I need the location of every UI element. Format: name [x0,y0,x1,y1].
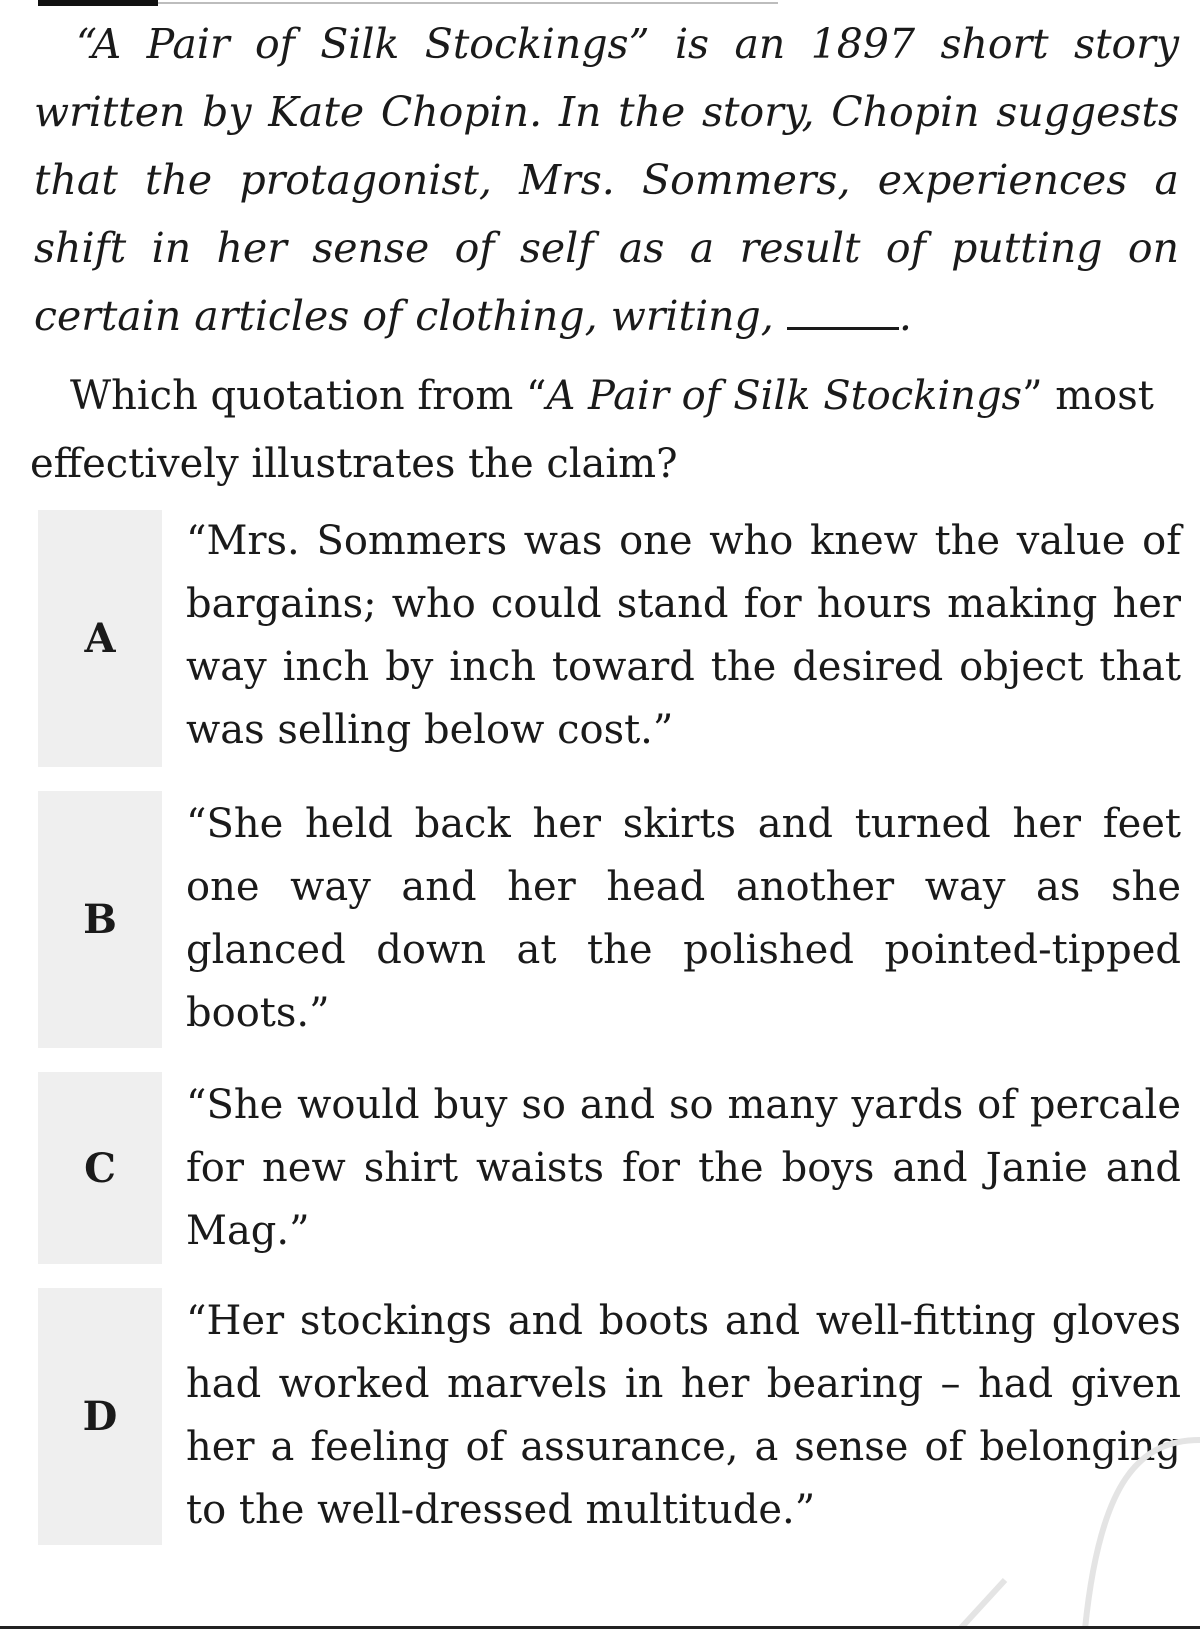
choice-letter-box[interactable] [38,1072,162,1264]
answer-choice-c[interactable] [38,1072,1188,1264]
choice-letter-box[interactable] [38,1288,162,1545]
choice-letter-box[interactable] [38,510,162,767]
stimulus-line-1: “A Pair of Silk Stockings” is an 1897 short story written [34,20,1179,136]
stimulus-line-2: by Kate Chopin. In the story, Chopin suggests that the [34,88,1179,204]
choice-quote: “Mrs. Sommers was one who knew the value of bargains; who could stand for hours making her way inch by inch toward the desired object that was selling below cost.” [186,518,1181,753]
answer-choice-a[interactable] [38,510,1188,767]
choice-letter: A [84,615,116,662]
choice-letter: C [84,1144,116,1192]
answer-blank [787,295,899,330]
choice-letter: D [82,1393,118,1440]
choice-quote: “She would buy so and so many yards of percale for new shirt waists for the boys and Janie and Mag.” [186,1082,1181,1254]
choice-letter-box[interactable] [38,791,162,1048]
stimulus-line-5-suffix: . [898,292,912,340]
question-stem [30,362,1180,498]
stem-story-title: A Pair of Silk Stockings [546,373,1023,419]
choice-quote: “Her stockings and boots and well-fitting gloves had worked marvels in her bearing – had given her a feeling of assurance, a sense of belonging to the well-dressed multitude.” [186,1298,1181,1533]
top-rule-light [158,2,778,4]
choice-quote: “She held back her skirts and turned her feet one way and her head another way as she glanced down at the polished pointed-tipped boots.” [186,801,1181,1036]
stimulus-passage [34,10,1179,350]
top-rule-dark [38,0,158,6]
answer-choice-d[interactable] [38,1288,1188,1545]
choice-letter: B [83,896,117,943]
answer-choice-b[interactable] [38,791,1188,1048]
stimulus-line-3: protagonist, Mrs. Sommers, experiences a shift in her sense [34,156,1179,272]
stem-part-2: ” most effectively illustrates the claim? [30,373,1154,487]
stem-part-1: Which quotation from “ [70,373,547,419]
stimulus-line-4: of self as a result of putting on certain articles of clothing, [34,224,1180,340]
stimulus-line-5-prefix: writing, [610,292,774,340]
